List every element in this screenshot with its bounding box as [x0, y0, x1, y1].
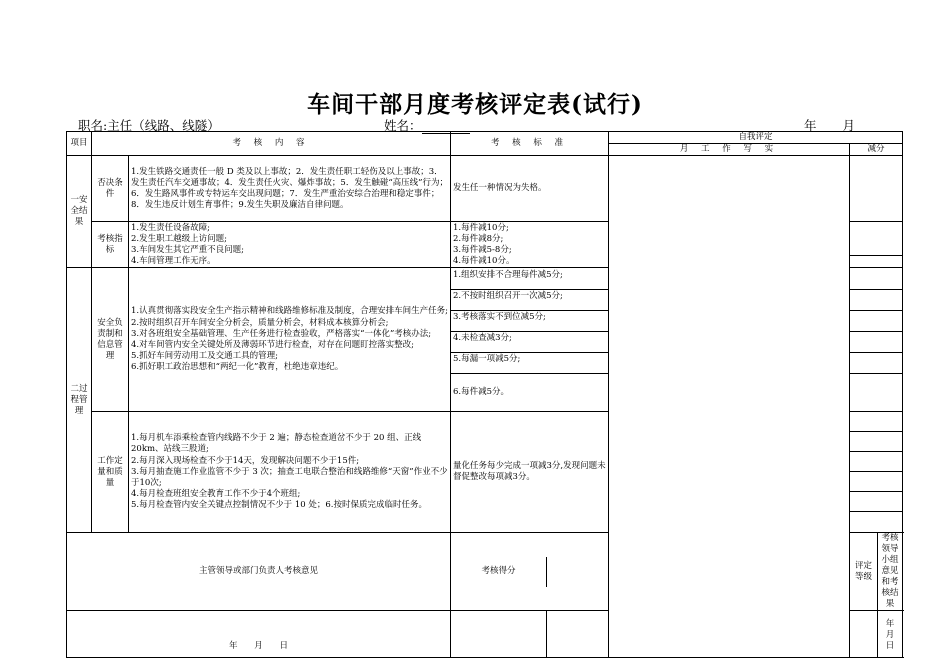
- work-content: [129, 412, 451, 533]
- safety-standard: [451, 268, 609, 412]
- deduction-cell-1[interactable]: [850, 156, 903, 222]
- safety-line-6: 6.抓好职工政治思想和“两纪一化”教育，杜绝违章违纪。: [131, 361, 344, 372]
- header-content: 考 核 内 容: [92, 132, 451, 156]
- safety-line-1: 1.认真贯彻落实段安全生产指示精神和线路维修标准及制度，合理安排车间生产任务;: [131, 306, 448, 317]
- header-month-work: 月 工 作 写 实: [609, 144, 850, 156]
- work-standard: 量化任务每少完成一项减3分,发现问题未督促整改每项减3分。: [451, 412, 609, 533]
- indicator-label: 考核指标: [92, 222, 129, 268]
- header-deduction: 减分: [850, 144, 903, 156]
- work-line-2: 2.每月深入现场检查不少于14天，发现解决问题不少于15件;: [131, 455, 360, 466]
- deduction-cell-3[interactable]: [850, 268, 903, 412]
- year-label: 年: [804, 118, 817, 133]
- indicator-line-1: 1.发生责任设备故障;: [131, 222, 210, 233]
- leader-opinion-cell[interactable]: [67, 611, 451, 658]
- leader-opinion-header: 主管领导或部门负责人考核意见: [67, 533, 451, 611]
- safety-line-5: 5.抓好车间劳动用工及交通工具的管理;: [131, 350, 278, 361]
- work-line-3: 3.每月抽查施工作业监管不少于 3 次；抽查工电联合整治和线路维修“天窗”作业不少于10次;: [131, 466, 448, 488]
- grade-header-left: [547, 557, 608, 587]
- month-work-cell[interactable]: [609, 156, 850, 658]
- name-label: 姓名：: [384, 118, 422, 133]
- header-standard: 考 核 标 准: [451, 132, 609, 156]
- safety-std-2: 2.不按时组织召开一次减5分;: [451, 290, 608, 311]
- group-opinion-cell[interactable]: [878, 611, 903, 658]
- score-cell[interactable]: [451, 611, 547, 657]
- safety-content: [129, 268, 451, 412]
- indicator-std-4: 4.每件减10分。: [453, 255, 515, 266]
- work-line-4: 4.每月检查班组安全教育工作不少于4个班组;: [131, 488, 301, 499]
- safety-line-2: 2.按时组织召开车间安全分析会，质量分析会，材料成本核算分析会;: [131, 317, 389, 328]
- score-header: 考核得分: [451, 557, 547, 587]
- group-opinion-header: 考核领导小组意见和考核结果: [878, 533, 903, 611]
- deduction-cell-2[interactable]: [850, 222, 903, 268]
- veto-content: 1.发生铁路交通责任一般 D 类及以上事故；2．发生责任职工轻伤及以上事故；3．发生责任汽车交通事故；4．发生责任火灾、爆炸事故；5．发生触碰“高压线”行为；6．发生路风事件或专特运车交出现问题；7．发生严重治安综合治理和稳定事件；8．发生违反计划生育事件；9.发生失职及廉洁自律问题。: [129, 156, 451, 222]
- indicator-line-2: 2.发生职工越级上访问题;: [131, 233, 227, 244]
- indicator-line-3: 3.车间发生其它严重不良问题;: [131, 244, 244, 255]
- indicator-std-1: 1.每件减10分;: [453, 222, 509, 233]
- work-line-5: 5.每月检查管内安全关键点控制情况不少于 10 处；6.按时保质完成临时任务。: [131, 499, 427, 510]
- header-item: 项目: [67, 132, 92, 156]
- position-value: 主任（线路、线隧）: [107, 118, 220, 133]
- evaluation-table: [66, 131, 903, 658]
- grade-cell-left[interactable]: [547, 611, 608, 657]
- safety-label: 安全负责制和信息管理: [92, 268, 129, 412]
- form-title: 车间干部月度考核评定表(试行): [307, 91, 643, 118]
- veto-label: 否决条件: [92, 156, 129, 222]
- score-grade-cell[interactable]: [451, 611, 609, 658]
- veto-standard: 发生任一种情况为失格。: [451, 156, 609, 222]
- section-result-label: 一安全结果: [67, 156, 92, 268]
- grade-cell[interactable]: [850, 611, 878, 658]
- indicator-standard: [451, 222, 609, 268]
- indicator-std-2: 2.每件减8分;: [453, 233, 504, 244]
- safety-line-4: 4.对车间管内安全关键处所及薄弱环节进行检查，对存在问题盯控落实整改;: [131, 339, 414, 350]
- deduction-cell-4[interactable]: [850, 412, 903, 533]
- safety-std-4: 4.未检查减3分;: [451, 332, 608, 353]
- header-self-eval: 自我评定: [609, 132, 903, 144]
- safety-line-3: 3.对各班组安全基础管理、生产任务进行检查验收，严格落实“一体化”考核办法;: [131, 328, 432, 339]
- section-process-label: 二过程管理: [67, 268, 92, 533]
- grade-header: 评定等级: [850, 533, 878, 611]
- work-line-1: 1.每月机车添乘检查管内线路不少于 2 遍；静态检查道岔不少于 20 组、正线20km、站线三股道;: [131, 433, 422, 455]
- safety-std-6: 6.每件减5分。: [453, 387, 510, 398]
- month-label: 月: [842, 118, 855, 133]
- indicator-std-3: 3.每件减5-8分;: [453, 244, 512, 255]
- group-date: 年 月 日: [885, 619, 895, 652]
- score-grade-header: [451, 533, 609, 611]
- position-label: 职名:: [78, 118, 108, 133]
- safety-std-3: 3.考核落实不到位减5分;: [451, 311, 608, 332]
- work-label: 工作定量和质量: [92, 412, 129, 533]
- safety-std-1: 1.组织安排不合理每件减5分;: [451, 269, 608, 290]
- leader-date: 年 月 日: [229, 641, 288, 652]
- safety-std-5: 5.每漏一项减5分;: [451, 353, 608, 374]
- indicator-content: [129, 222, 451, 268]
- indicator-line-4: 4.车间管理工作无序。: [131, 255, 216, 266]
